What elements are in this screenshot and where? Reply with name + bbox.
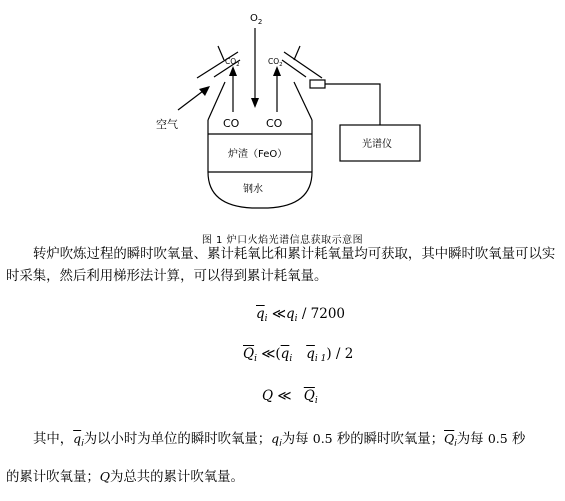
co-left-label: CO: [223, 117, 240, 130]
hood-right-inner: [282, 60, 306, 77]
mouth-left-wall: [208, 82, 225, 120]
co2-right-label: $CO_2$: [268, 57, 283, 68]
figure-caption: 图 1 炉口火焰光谱信息获取示意图: [201, 235, 364, 246]
equation-2: $\overline{Q}_i$ $≪(\overline{q}_i$ $\overline{q}_{i 1}) / 2$: [243, 346, 354, 364]
optical-probe: [310, 80, 325, 88]
explanation-line-2: 的累计吹氧量；Q为总共的累计吹氧量。: [6, 469, 244, 485]
paragraph-1-text: 转炉吹炼过程的瞬时吹氧量、累计耗氧比和累计耗氧量均可获取，其中瞬时吹氧量可以实时采集，然后利用梯形法计算，可以得到累计耗氧量。: [6, 247, 556, 284]
fiber-cable: [325, 84, 380, 125]
mouth-right-wall: [294, 82, 312, 120]
co2-left-label: $CO_2$: [225, 57, 240, 68]
spectrometer-label: 光谱仪: [362, 139, 392, 150]
paragraph-1: [6, 244, 562, 288]
air-label: 空气: [156, 118, 178, 131]
equation-3: Q ≪ $\overline{Q}_i$: [262, 388, 318, 406]
equation-1: $\overline{q}_i$ $≪q_i / 7200$: [256, 306, 346, 324]
explanation-line-1: 其中，$\overline{q}_i$为以小时为单位的瞬时吹氧量；$q_i$为每 0.5 秒的瞬时吹氧量；$\overline{Q}_i$为每 0.5 秒: [33, 431, 526, 449]
steel-label: 钢水: [243, 184, 263, 195]
co-right-label: CO: [266, 117, 283, 130]
o2-label: $O_2$: [250, 13, 263, 26]
furnace-diagram: [0, 0, 565, 230]
vessel-outline: [208, 134, 312, 208]
slag-label: 炉渣（FeO）: [228, 149, 288, 160]
